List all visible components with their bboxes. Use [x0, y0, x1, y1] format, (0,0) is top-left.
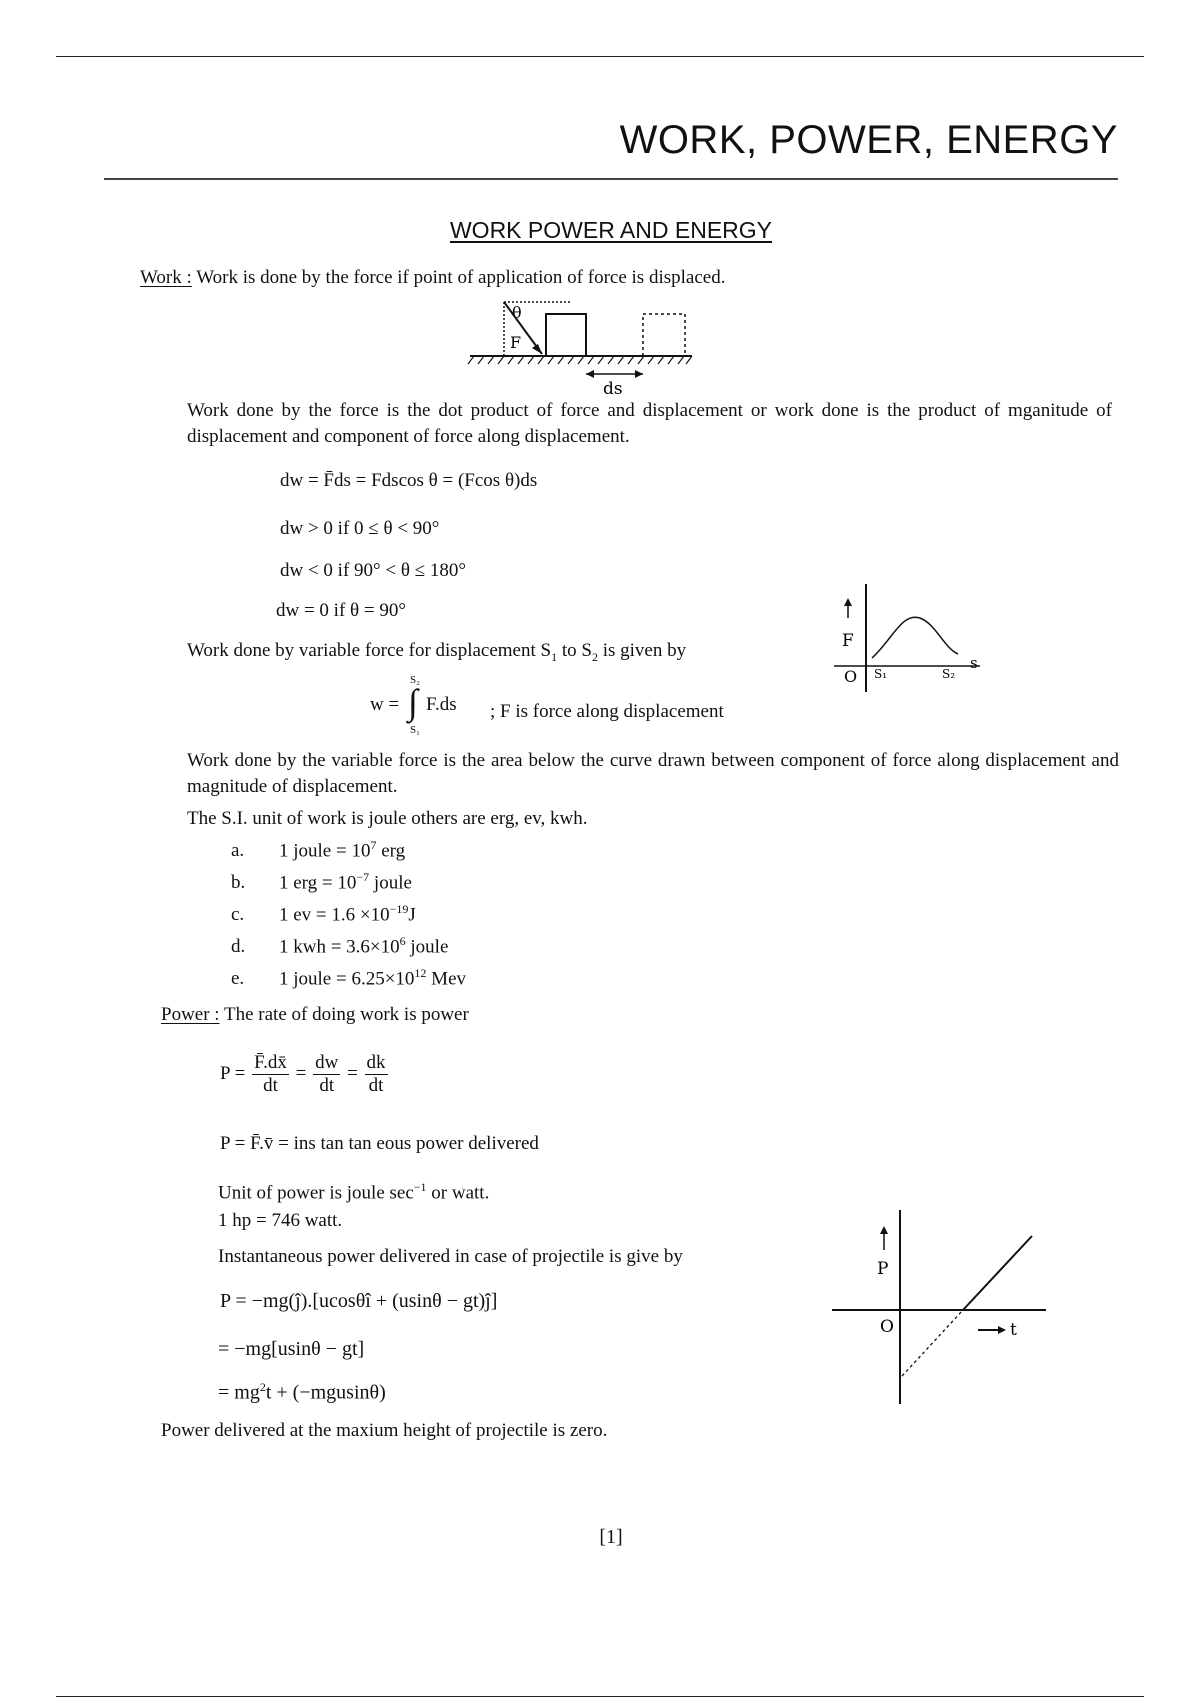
graph-y-label: P	[877, 1259, 889, 1279]
force-curve	[872, 617, 958, 658]
projectile-eq-2: = −mg[usinθ − gt]	[218, 1338, 365, 1360]
proj-eq3-part-a: = mg	[218, 1381, 260, 1404]
unit-item-e	[231, 966, 466, 990]
proj-eq3-sup: 2	[259, 1380, 266, 1394]
ds-label: ds	[603, 379, 623, 398]
unit-tail: erg	[376, 840, 406, 862]
power-p: P =	[220, 1062, 246, 1084]
fraction-denominator: dt	[263, 1075, 278, 1096]
fraction-dw-dt	[313, 1052, 340, 1097]
unit-item-d	[231, 934, 448, 958]
unit-tail: joule	[405, 936, 449, 958]
unit-text: 1 joule = 6.25×10	[279, 968, 415, 990]
theta-label: θ	[512, 303, 522, 322]
fraction-numerator: dk	[366, 1052, 386, 1073]
unit-sup: −7	[356, 870, 370, 884]
force-arrowhead	[532, 344, 542, 354]
graph-x-label: t	[1010, 1320, 1017, 1340]
power-conclusion: Power delivered at the maxium height of projectile is zero.	[161, 1420, 608, 1441]
force-block-diagram	[460, 296, 700, 398]
fraction-dk-dt	[365, 1052, 388, 1097]
unit-label: c.	[231, 904, 245, 926]
unit-sup: −19	[389, 902, 409, 916]
unit-text: 1 joule = 10	[279, 840, 371, 862]
fraction-denominator: dt	[368, 1075, 384, 1096]
unit-text: 1 kwh = 3.6×10	[279, 936, 400, 958]
unit-item-c	[231, 902, 416, 926]
power-definition-eq	[220, 1052, 390, 1097]
block	[546, 314, 586, 356]
power-line	[963, 1236, 1032, 1310]
unit-label: a.	[231, 840, 245, 862]
force-displacement-graph	[830, 582, 990, 694]
work-integral	[370, 676, 810, 738]
work-label: Work :	[140, 267, 192, 288]
work-intro	[140, 265, 725, 291]
f-up-arrowhead	[844, 598, 852, 606]
unit-sup: 12	[414, 966, 427, 980]
projectile-eq-1: P = −mg(ĵ).[ucosθî + (usinθ − gt)ĵ]	[220, 1290, 498, 1312]
section-title: WORK POWER AND ENERGY	[449, 217, 773, 243]
work-eq-negative: dw < 0 if 90° < θ ≤ 180°	[280, 560, 466, 581]
power-unit-sup: −1	[413, 1180, 427, 1194]
equals-sign: =	[347, 1062, 358, 1084]
sub-2: 2	[591, 649, 598, 664]
graph-origin-label: O	[880, 1317, 894, 1337]
sub-1: 1	[551, 649, 558, 664]
work-eq-positive: dw > 0 if 0 ≤ θ < 90°	[280, 518, 440, 539]
variable-force-part-c: is given by	[597, 640, 687, 661]
power-time-graph	[830, 1208, 1050, 1408]
unit-text: 1 erg = 10	[279, 872, 357, 894]
work-eq-dot-product: dw = F̄ds = Fdscos θ = (Fcos θ)ds	[280, 470, 538, 491]
unit-item-b	[231, 870, 412, 894]
integral-body: F.ds	[426, 694, 457, 715]
page-header-title: WORK, POWER, ENERGY	[619, 118, 1118, 162]
fraction-numerator: F̄.dx̄	[254, 1052, 287, 1073]
unit-sup: 6	[399, 934, 406, 948]
work-intro-text: Work is done by the force if point of application of force is displaced.	[196, 267, 726, 288]
ds-arrowhead-right	[635, 370, 643, 378]
variable-force-part-a: Work done by variable force for displacement S	[187, 640, 552, 661]
variable-force-part-b: to S	[557, 640, 592, 661]
equals-sign: =	[295, 1062, 307, 1084]
unit-tail: joule	[369, 872, 412, 894]
power-unit-text: Unit of power is joule sec	[218, 1182, 414, 1204]
page-number: [1]	[599, 1526, 623, 1548]
work-paragraph-1: Work done by the force is the dot product of force and displacement or work done is the product of mganitude of displacement and component of force along displacement.	[187, 400, 1112, 447]
ground-hatching	[468, 356, 692, 364]
power-line-negative	[902, 1310, 963, 1376]
fraction-fdx-dt	[252, 1052, 289, 1097]
proj-eq3-part-b: t + (−mgusinθ)	[265, 1381, 386, 1404]
power-label: Power :	[161, 1004, 220, 1025]
top-rule	[56, 56, 1144, 57]
ds-arrowhead-left	[586, 370, 594, 378]
fraction-denominator: dt	[319, 1075, 335, 1096]
graph-x-label: s	[970, 654, 978, 672]
power-intro-text: The rate of doing work is power	[224, 1004, 469, 1025]
t-arrowhead	[998, 1326, 1006, 1334]
graph-y-label: F	[842, 631, 854, 651]
integral-lower: S₁	[410, 724, 420, 736]
unit-label: e.	[231, 968, 245, 990]
graph-s2-label: S₂	[942, 667, 956, 681]
power-unit-tail: or watt.	[426, 1182, 490, 1204]
force-label: F	[510, 333, 522, 352]
variable-force-text	[187, 638, 686, 670]
power-instantaneous-eq: P = F̄.v̄ = ins tan tan eous power delivered	[220, 1133, 539, 1154]
unit-label: d.	[231, 936, 246, 958]
p-up-arrowhead	[880, 1226, 888, 1234]
power-intro	[161, 1002, 469, 1028]
integral-lhs: w =	[370, 694, 400, 715]
graph-origin-label: O	[844, 667, 858, 686]
projectile-eq-3	[218, 1380, 386, 1405]
integral-note: ; F is force along displacement	[490, 701, 724, 722]
unit-text: 1 ev = 1.6 ×10	[279, 904, 390, 926]
work-paragraph-2: Work done by the variable force is the area below the curve drawn between component of force along displacement and magnitude of displacement.	[187, 750, 1119, 797]
unit-item-a	[231, 838, 405, 862]
unit-label: b.	[231, 872, 246, 894]
horsepower: 1 hp = 746 watt.	[218, 1210, 343, 1231]
projectile-intro: Instantaneous power delivered in case of projectile is give by	[218, 1246, 683, 1267]
graph-s1-label: S₁	[874, 667, 888, 681]
displaced-block	[643, 314, 685, 356]
unit-sup: 7	[370, 838, 377, 852]
fraction-numerator: dw	[315, 1052, 339, 1073]
unit-tail: J	[408, 904, 416, 926]
power-unit	[218, 1174, 489, 1206]
integral-upper: S₂	[410, 674, 420, 686]
work-eq-zero: dw = 0 if θ = 90°	[276, 600, 406, 621]
integral-sign: ∫	[408, 682, 418, 722]
units-intro: The S.I. unit of work is joule others are erg, ev, kwh.	[187, 808, 588, 829]
header-rule	[104, 178, 1118, 180]
bottom-rule	[56, 1696, 1144, 1697]
unit-tail: Mev	[426, 968, 466, 990]
